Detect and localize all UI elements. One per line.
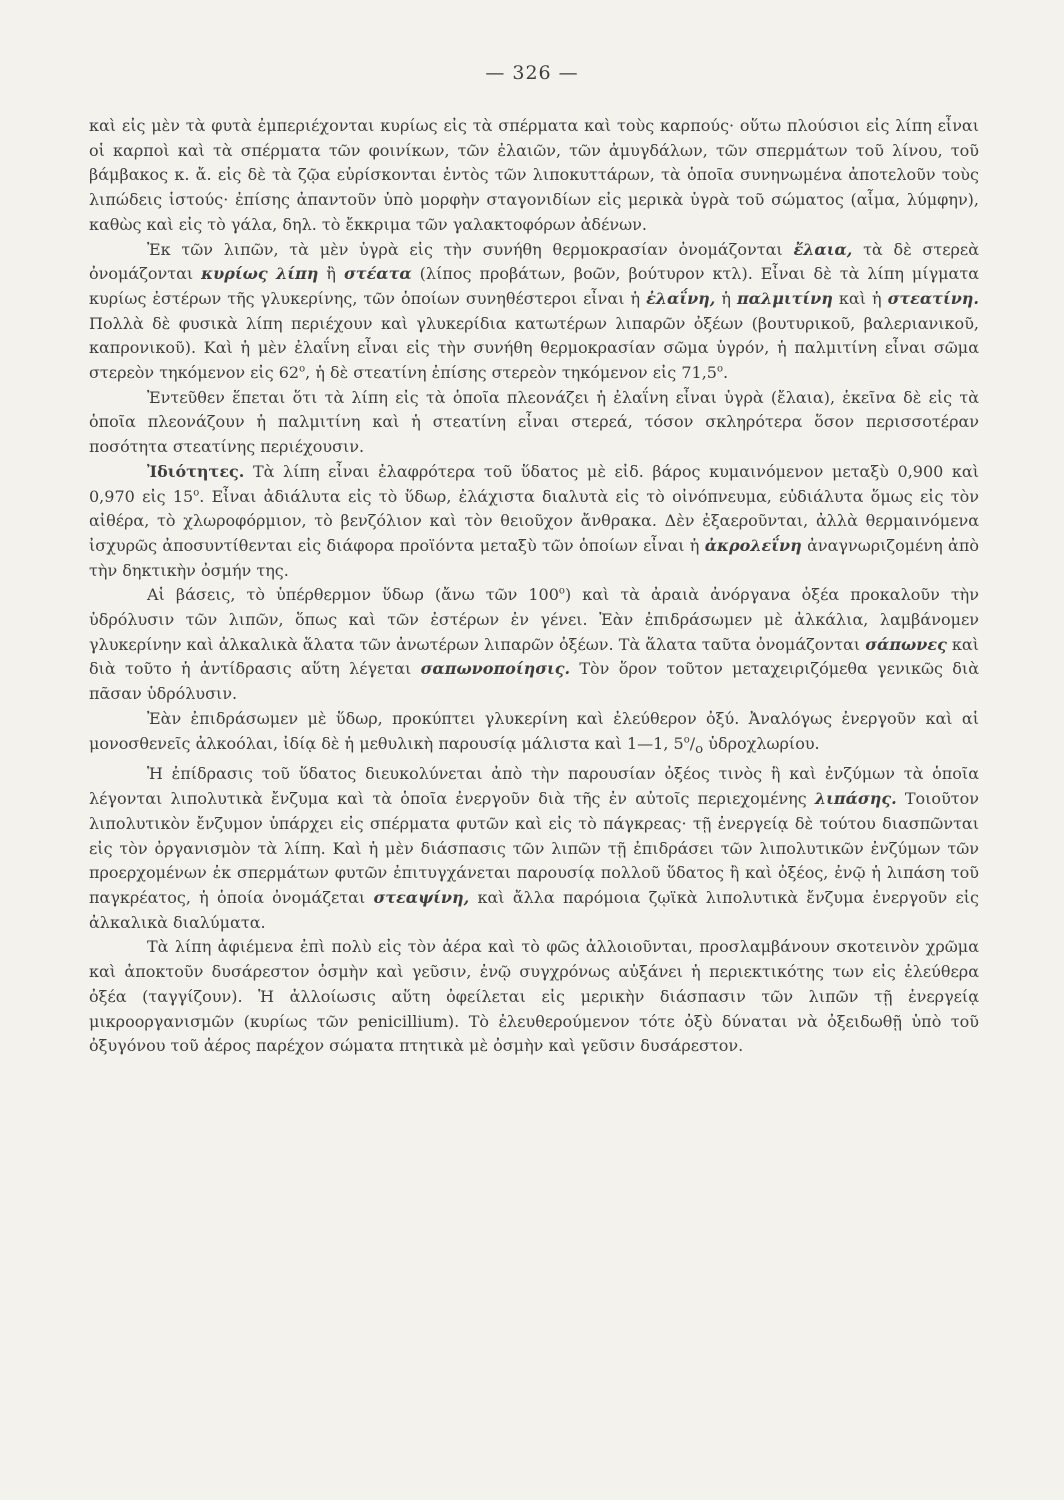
paragraph-7: [89, 762, 979, 935]
text-run: Τοιοῦτον λιπολυτικὸν ἔνζυμον ὑπάρχει εἰς σπέρματα φυτῶν καὶ εἰς τὸ πάγκρεας· τῇ ἐνεργείᾳ δὲ τούτου διασπῶνται εἰς τὸν ὀργανισμὸν τὰ λίπη. Καὶ ἡ μὲν διάσπασις τῶν λιπῶν τῇ ἐπιδράσει τῶν λιπολυτικῶν ἐνζύμων τῶν προερχομένων ἐκ σπερμάτων φυτῶν ἐπιτυγχάνεται παρουσίᾳ πολλοῦ ὕδατος ἢ καὶ ὀξέος, ἐνῷ ἡ λιπάση τοῦ παγκρέατος, ἡ ὁποία ὀνομάζεται: [89, 789, 980, 907]
text-run: τὰ δὲ στερεὰ ὀνομάζονται: [89, 239, 979, 284]
term-elaini: ἐλαΐνη,: [646, 288, 716, 308]
text-run: , ἡ δὲ στεατίνη ἐπίσης στερεὸν τηκόμενον εἰς 71,5: [305, 363, 717, 383]
text-run: ) καὶ τὰ ἀραιὰ ἀνόργανα ὀξέα προκαλοῦν τὴν ὑδρόλυσιν τῶν λιπῶν, ὅπως καὶ τῶν ἐστέρων ἐν γένει. Ἐὰν ἐπιδράσωμεν μὲ ἀλκάλια, λαμβάνομεν γλυκερίνην καὶ ἀλκαλικὰ ἅλατα τῶν ἀνωτέρων λιπαρῶν ὀξέων. Τὰ ἅλατα ταῦτα ὀνομάζονται: [89, 585, 979, 654]
paragraph-4: [89, 460, 979, 584]
text-run: Αἱ βάσεις, τὸ ὑπέρθερμον ὕδωρ (ἄνω τῶν 100: [147, 585, 559, 605]
text-run: (λίπος προβάτων, βοῶν, βούτυρον κτλ). Εἶναι δὲ τὰ λίπη μίγματα κυρίως ἐστέρων τῆς γλυκερίνης, τῶν ὁποίων συνηθέστεροι εἶναι ἡ: [89, 264, 980, 308]
text-run: Τὰ λίπη εἶναι ἐλαφρότερα τοῦ ὕδατος μὲ εἰδ. βάρος κυμαινόμενον μεταξὺ 0,900 καὶ 0,970 εἰς 15: [89, 461, 979, 506]
page-number: — 326 —: [485, 62, 579, 84]
term-saponopoiisis: σαπωνοποίησις.: [420, 659, 571, 679]
text-run: Πολλὰ δὲ φυσικὰ λίπη περιέχουν καὶ γλυκερίδια κατωτέρων λιπαρῶν ὀξέων (βουτυρικοῦ, βαλεριανικοῦ, καπρονικοῦ). Καὶ ἡ μὲν ἐλαΐνη εἶναι εἰς τὴν συνήθη θερμοκρασίαν σῶμα ὑγρόν, ἡ παλμιτίνη εἶναι σῶμα στερεὸν τηκόμενον εἰς 62: [89, 313, 979, 383]
term-akroleini: ἀκρολεΐνη: [704, 535, 802, 555]
text-run: ἀναγνωριζομένη ἀπὸ τὴν δηκτικὴν ὀσμήν της.: [89, 535, 980, 580]
text-run: καὶ εἰς μὲν τὰ φυτὰ ἐμπεριέχονται κυρίως εἰς τὰ σπέρματα καὶ τοὺς καρπούς· οὕτω πλούσιοι εἰς λίπη εἶναι οἱ καρποὶ καὶ τὰ σπέρματα τῶν φοινίκων, τῶν ἐλαιῶν, τῶν ἀμυγδάλων, τῶν σπερμάτων τοῦ λίνου, τοῦ βάμβακος κ. ἄ. εἰς δὲ τὰ ζῷα εὑρίσκονται ἐντὸς τῶν λιποκυττάρων, τὰ ὁποῖα συνηνωμένα ἀποτελοῦν τοὺς λιπώδεις ἱστούς· ἐπίσης ἀπαντοῦν ὑπὸ μορφὴν σταγονιδίων εἰς μερικὰ ὑγρὰ τοῦ σώματος (αἷμα, λύμφην), καθὼς καὶ εἰς τὸ γάλα, δηλ. τὸ ἔκκριμα τῶν γαλακτοφόρων ἀδένων.: [89, 116, 979, 234]
paragraph-8: [89, 935, 979, 1059]
text-run: . Εἶναι ἀδιάλυτα εἰς τὸ ὕδωρ, ἐλάχιστα διαλυτὰ εἰς τὸ οἰνόπνευμα, εὐδιάλυτα ὅμως εἰς τὸν αἰθέρα, τὸ χλωροφόρμιον, τὸ βενζόλιον καὶ τὸν θειοῦχον ἄνθρακα. Δὲν ἐξαεροῦνται, ἀλλὰ θερμαινόμενα ἰσχυρῶς ἀποσυντίθενται εἰς διάφορα προϊόντα μεταξὺ τῶν ὁποίων εἶναι ἡ: [89, 486, 979, 555]
term-elaia: ἔλαια,: [793, 239, 853, 259]
text-run: ἡ: [715, 288, 737, 308]
text-run: Ἐκ τῶν λιπῶν, τὰ μὲν ὑγρὰ εἰς τὴν συνήθη θερμοκρασίαν ὀνομάζονται: [147, 239, 794, 259]
section-heading-properties: Ἰδιότητες.: [147, 461, 245, 481]
term-sapones: σάπωνες: [865, 634, 947, 654]
text-run: Ἐντεῦθεν ἕπεται ὅτι τὰ λίπη εἰς τὰ ὁποῖα πλεονάζει ἡ ἐλαΐνη εἶναι ὑγρὰ (ἔλαια), ἐκεῖνα δὲ εἰς τὰ ὁποῖα πλεονάζουν ἡ παλμιτίνη καὶ ἡ στεατίνη εἶναι στερεά, τόσον σκληρότερα ὅσον περισσοτέραν ποσότητα στεατίνης περιέχουσιν.: [89, 387, 979, 457]
text-run: Ἐὰν ἐπιδράσωμεν μὲ ὕδωρ, προκύπτει γλυκερίνη καὶ ἐλεύθερον ὀξύ. Ἀναλόγως ἐνεργοῦν καὶ αἱ μονοσθενεῖς ἀλκοόλαι, ἰδίᾳ δὲ ἡ μεθυλικὴ παρουσίᾳ μάλιστα καὶ 1—1, 5: [89, 708, 979, 753]
percent-slash: /: [689, 733, 696, 753]
term-lipasis: λιπάσης.: [814, 789, 897, 809]
percent-mark-top: ο: [683, 734, 690, 746]
text-run: καὶ ἡ: [832, 288, 888, 308]
body-text: [89, 114, 979, 1059]
percent-mark-bottom: ο: [695, 741, 704, 757]
degree-mark: ο: [716, 363, 724, 375]
paragraph-1: [89, 114, 979, 238]
text-run: ὑδροχλωρίου.: [703, 733, 820, 753]
text-run: καὶ ἄλλα παρόμοια ζῳϊκὰ λιπολυτικὰ ἔνζυμα ἐνεργοῦν εἰς ἀλκαλικὰ διαλύματα.: [89, 887, 979, 932]
text-run: Ἡ ἐπίδρασις τοῦ ὕδατος διευκολύνεται ἀπὸ τὴν παρουσίαν ὀξέος τινὸς ἢ καὶ ἐνζύμων τὰ ὁποῖα λέγονται λιπολυτικὰ ἔνζυμα καὶ τὰ ὁποῖα ἐνεργοῦν διὰ τῆς ἐν αὐτοῖς περιεχομένης: [89, 764, 979, 809]
text-run: Τὸν ὅρον τοῦτον μεταχειριζόμεθα γενικῶς διὰ πᾶσαν ὑδρόλυσιν.: [89, 659, 979, 704]
term-palmitini: παλμιτίνη: [736, 288, 833, 308]
text-run: .: [723, 363, 729, 383]
term-steapsini: στεαψίνη,: [373, 887, 470, 907]
text-run: Τὰ λίπη ἀφιέμενα ἐπὶ πολὺ εἰς τὸν ἀέρα καὶ τὸ φῶς ἀλλοιοῦνται, προσλαμβάνουν σκοτεινὸν χρῶμα καὶ ἀποκτοῦν δυσάρεστον ὀσμὴν καὶ γεῦσιν, ἐνῷ συγχρόνως αὐξάνει ἡ περιεκτικότης των εἰς ἐλεύθερα ὀξέα (ταγγίζουν). Ἡ ἀλλοίωσις αὕτη ὀφείλεται εἰς μερικὴν διάσπασιν τῶν λιπῶν τῇ ἐνεργείᾳ μικροοργανισμῶν (κυρίως τῶν penicillium). Τὸ ἐλευθερούμενον τότε ὀξὺ δύναται νὰ ὀξειδωθῇ ὑπὸ τοῦ ὀξυγόνου τοῦ ἀέρος παρέχον σώματα πτητικὰ μὲ ὀσμὴν καὶ γεῦσιν δυσάρεστον.: [89, 937, 979, 1056]
text-run: ἢ: [318, 264, 344, 284]
paragraph-6: [89, 707, 979, 763]
degree-mark: ο: [193, 487, 200, 499]
degree-mark: ο: [558, 586, 565, 598]
term-steata: στέατα: [344, 264, 412, 284]
text-run: καὶ διὰ τοῦτο ἡ ἀντίδρασις αὕτη λέγεται: [89, 634, 980, 679]
term-steatini: στεατίνη.: [887, 288, 979, 308]
paragraph-2: [89, 238, 979, 386]
paragraph-5: [89, 583, 979, 707]
paragraph-3: [89, 386, 979, 460]
degree-mark: ο: [299, 363, 306, 375]
term-kyrios-lipi: κυρίως λίπη: [201, 264, 319, 284]
